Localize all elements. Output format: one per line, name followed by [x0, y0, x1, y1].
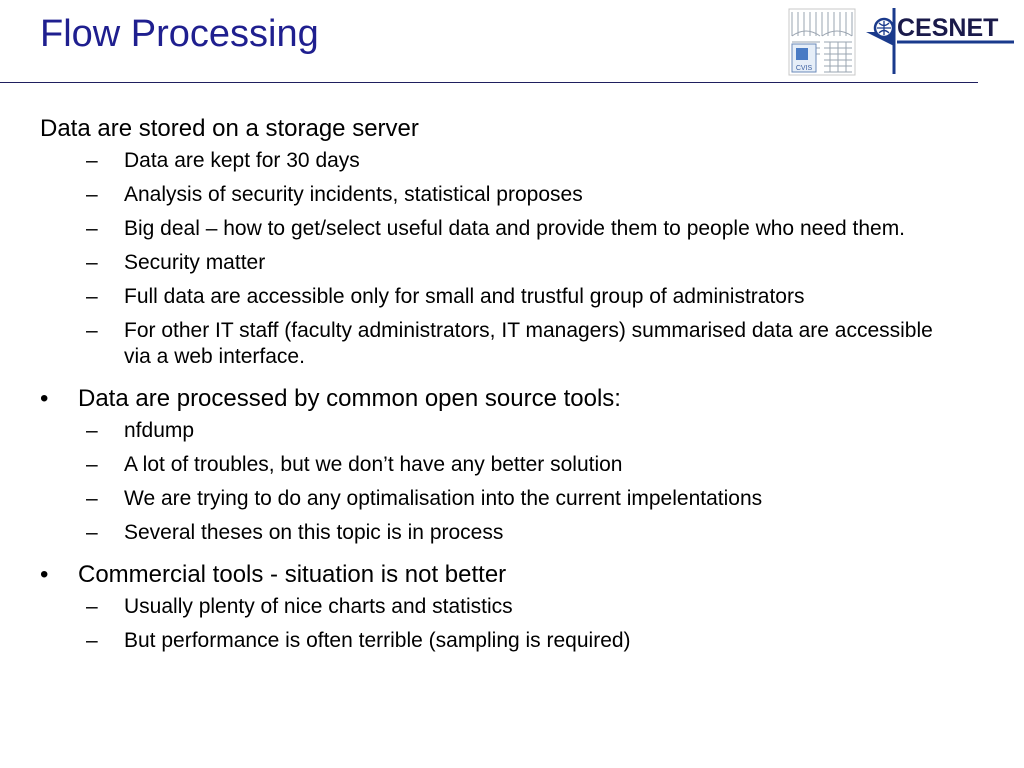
slide-body: [40, 114, 960, 668]
dash-bullet-icon: –: [86, 183, 98, 206]
section-heading-text: Data are stored on a storage server: [40, 115, 419, 142]
cvis-logo-text: CVIS: [795, 65, 813, 72]
title-divider: [0, 82, 978, 83]
sub-bullet-list: [40, 148, 960, 370]
section-heading: [40, 384, 960, 414]
cvis-logo: [788, 8, 856, 76]
list-item-text: nfdump: [124, 419, 195, 442]
list-item-text: Analysis of security incidents, statistical proposes: [124, 183, 583, 206]
section-heading: [40, 560, 960, 590]
sub-bullet-list: [40, 418, 960, 546]
list-item-text: For other IT staff (faculty administrators, IT managers) summarised data are accessible via a web interface.: [124, 319, 933, 368]
cesnet-logo-text: CESNET: [897, 14, 999, 42]
bullet-icon: •: [40, 561, 49, 588]
sub-bullet-list: [40, 594, 960, 654]
dash-bullet-icon: –: [86, 453, 98, 476]
dash-bullet-icon: –: [86, 521, 98, 544]
dash-bullet-icon: –: [86, 419, 98, 442]
list-item-text: Big deal – how to get/select useful data and provide them to people who need them.: [124, 217, 906, 240]
list-item: [40, 628, 960, 654]
list-item: [40, 520, 960, 546]
list-item: [40, 284, 960, 310]
list-item: [40, 594, 960, 620]
list-item-text: Full data are accessible only for small and trustful group of administrators: [124, 285, 805, 308]
dash-bullet-icon: –: [86, 251, 98, 274]
dash-bullet-icon: –: [86, 487, 98, 510]
list-item-text: We are trying to do any optimalisation into the current impelentations: [124, 487, 763, 510]
list-item-text: A lot of troubles, but we don’t have any better solution: [124, 453, 623, 476]
cesnet-logo: [866, 6, 1016, 76]
list-item: [40, 182, 960, 208]
dash-bullet-icon: –: [86, 629, 98, 652]
list-item-text: Data are kept for 30 days: [124, 149, 360, 172]
list-item: [40, 216, 960, 242]
dash-bullet-icon: –: [86, 319, 98, 342]
list-item: [40, 486, 960, 512]
list-item: [40, 418, 960, 444]
dash-bullet-icon: –: [86, 285, 98, 308]
list-item: [40, 452, 960, 478]
dash-bullet-icon: –: [86, 217, 98, 240]
list-item-text: But performance is often terrible (sampling is required): [124, 629, 631, 652]
list-item-text: Usually plenty of nice charts and statistics: [124, 595, 513, 618]
list-item-text: Several theses on this topic is in process: [124, 521, 504, 544]
list-item-text: Security matter: [124, 251, 266, 274]
section-heading-text: Commercial tools - situation is not better: [78, 561, 507, 588]
bullet-icon: •: [40, 385, 49, 412]
slide-title: Flow Processing: [40, 13, 319, 55]
list-item: [40, 318, 960, 370]
section-heading-text: Data are processed by common open source tools:: [78, 385, 621, 412]
list-item: [40, 250, 960, 276]
dash-bullet-icon: –: [86, 149, 98, 172]
list-item: [40, 148, 960, 174]
dash-bullet-icon: –: [86, 595, 98, 618]
section-heading: [40, 114, 960, 144]
